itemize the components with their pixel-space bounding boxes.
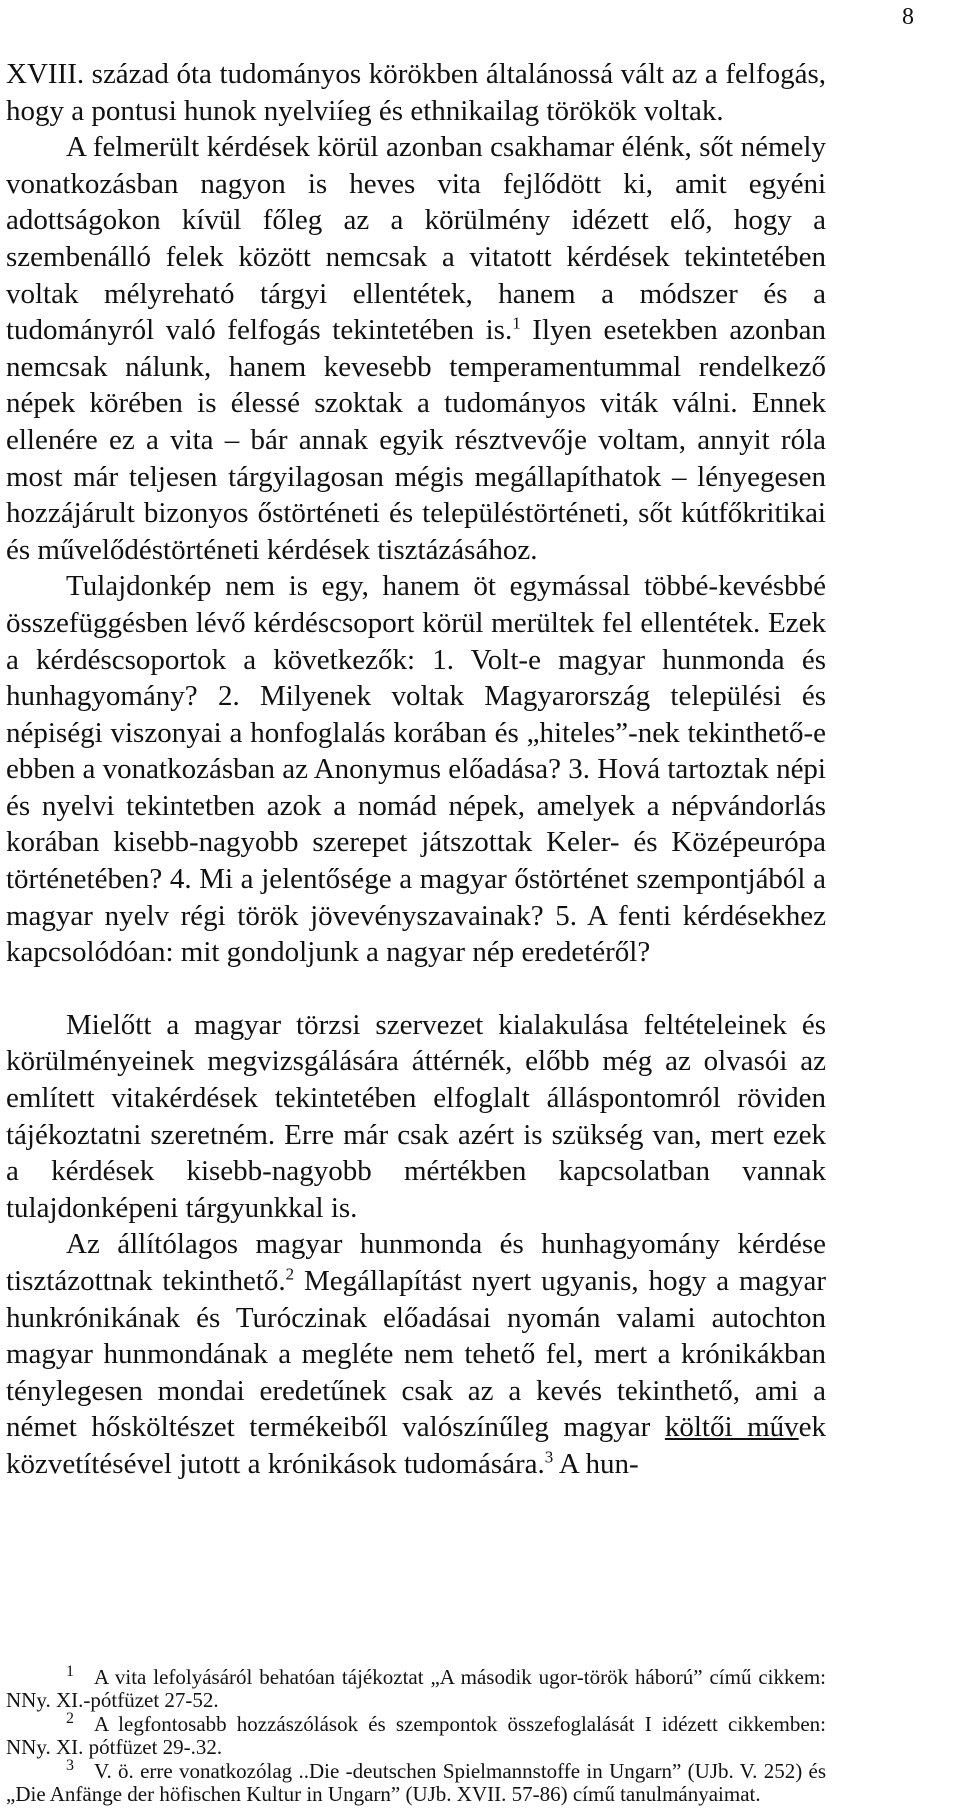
paragraph-text: A hun-	[553, 1447, 639, 1480]
footnote-text: V. ö. erre vonatkozólag ..Die -deutschen Spielmannstoffe in Ungarn” (UJb. V. 252) és „Die Anfänge der höfischen Kultur in Ungarn” (UJb. XVII. 57-86) című tanulmányaimat.	[6, 1758, 826, 1807]
footnote-text: A vita lefolyásáról behatóan tájékoztat „A második ugor-török háború” című cikkem: NNy. XI.-pótfüzet 27-52.	[6, 1665, 826, 1713]
footnote-3: 3 V. ö. erre vonatkozólag ..Die -deutschen Spielmannstoffe in Ungarn” (UJb. V. 252) és „Die Anfänge der höfischen Kultur in Ungarn” (UJb. XVII. 57-86) című tanulmányaimat.	[6, 1756, 826, 1807]
paragraph-text: Ilyen esetekben azonban nemcsak nálunk, hanem kevesebb temperamentummal rendelkező népek körében is élessé szoktak a tudományos viták válni. Ennek ellenére ez a vita – bár annak egyik résztvevője voltam, annyit róla most már teljesen tárgyilagosan mégis megállapíthatok – lényegesen hozzájárult bizonyos őstörténeti és településtörténeti, sőt kútfőkritikai és művelődéstörténeti kérdések tisztázásához.	[6, 314, 827, 566]
paragraph-text: ek közvetítésével jutott a krónikások tudomására.	[6, 1411, 827, 1480]
paragraph-debate	[6, 129, 826, 568]
paragraph-hun-legend	[6, 1226, 826, 1482]
paragraph-text: Az állítólagos magyar hunmonda és hunhagyomány kérdése tisztázottnak tekinthető.	[6, 1228, 826, 1297]
footnote-ref-2[interactable]: 2	[285, 1264, 295, 1284]
paragraph-text: Megállapítást nyert ugyanis, hogy a magyar hunkrónikának és Turóczinak előadásai nyomán valami autochton magyar hunmondának a megléte nem tehető fel, mert a krónikákban ténylegesen mondai eredetűnek csak az a kevés tekinthető, ami a német hősköltészet termékeiből valószínűleg magyar	[6, 1265, 826, 1444]
page-number: 8	[902, 4, 914, 30]
footnote-ref-1[interactable]: 1	[512, 313, 521, 333]
body-text	[6, 56, 826, 1483]
footnotes	[6, 1663, 826, 1807]
paragraph-intro: XVIII. század óta tudományos körökben általánossá vált az a felfogás, hogy a pontusi hunok nyelviíeg és ethnikailag törökök voltak.	[6, 58, 826, 127]
footnote-text: A legfontosabb hozzászólások és szempontok összefoglalását I idézett cikkemben: NNy. XI. pótfüzet 29-.32.	[6, 1711, 826, 1760]
paragraph-text: A felmerült kérdések körül azonban csakhamar élénk, sőt némely vonatkozásban nagyon is heves vita fejlődött ki, amit egyéni adottságokon kívül főleg az a körülmény idézett elő, hogy a szembenálló felek között nemcsak a vitatott kérdések tekintetében voltak mélyreható tárgyi ellentétek, hanem a módszer és a tudományról való felfogás tekintetében is.	[6, 131, 826, 347]
footnote-ref-3[interactable]: 3	[544, 1447, 554, 1467]
underlined-text: költői műv	[664, 1411, 799, 1444]
paragraph-position: Mielőtt a magyar törzsi szervezet kialakulása feltételeinek és körülményeinek megvizsgálására áttérnék, előbb még az olvasói az említett vitakérdések tekintetében elfoglalt álláspontomról röviden tájékoztatni szeretném. Erre már csak azért is szükség van, mert ezek a kérdések kisebb-nagyobb mértékben kapcsolatban vannak tulajdonképeni tárgyunkkal is.	[6, 1008, 826, 1224]
footnote-2: 2 A legfontosabb hozzászólások és szempontok összefoglalását I idézett cikkemben: NNy. XI. pótfüzet 29-.32.	[6, 1709, 826, 1760]
paragraph-question-groups: Tulajdonkép nem is egy, hanem öt egymással többé-kevésbbé összefüggésben lévő kérdéscsoport körül merültek fel ellentétek. Ezek a kérdéscsoportok a következők: 1. Volt-e magyar hunmonda és hunhagyomány? 2. Milyenek voltak Magyarország települési és népiségi viszonyai a honfoglalás korában és „hiteles”-nek tekinthető-e ebben a vonatkozásban az Anonymus előadása? 3. Hová tartoztak népi és nyelvi tekintetben azok a nomád népek, amelyek a népvándorlás korában kisebb-nagyobb szerepet játszottak Keler- és Középeurópa történetében? 4. Mi a jelentősége a magyar őstörténet szempontjából a magyar nyelv régi török jövevényszavainak? 5. A fenti kérdésekhez kapcsolódóan: mit gondoljunk a nagyar nép eredetéről?	[6, 570, 826, 969]
footnote-1: 1 A vita lefolyásáról behatóan tájékoztat „A második ugor-török háború” című cikkem: NNy. XI.-pótfüzet 27-52.	[6, 1663, 826, 1713]
